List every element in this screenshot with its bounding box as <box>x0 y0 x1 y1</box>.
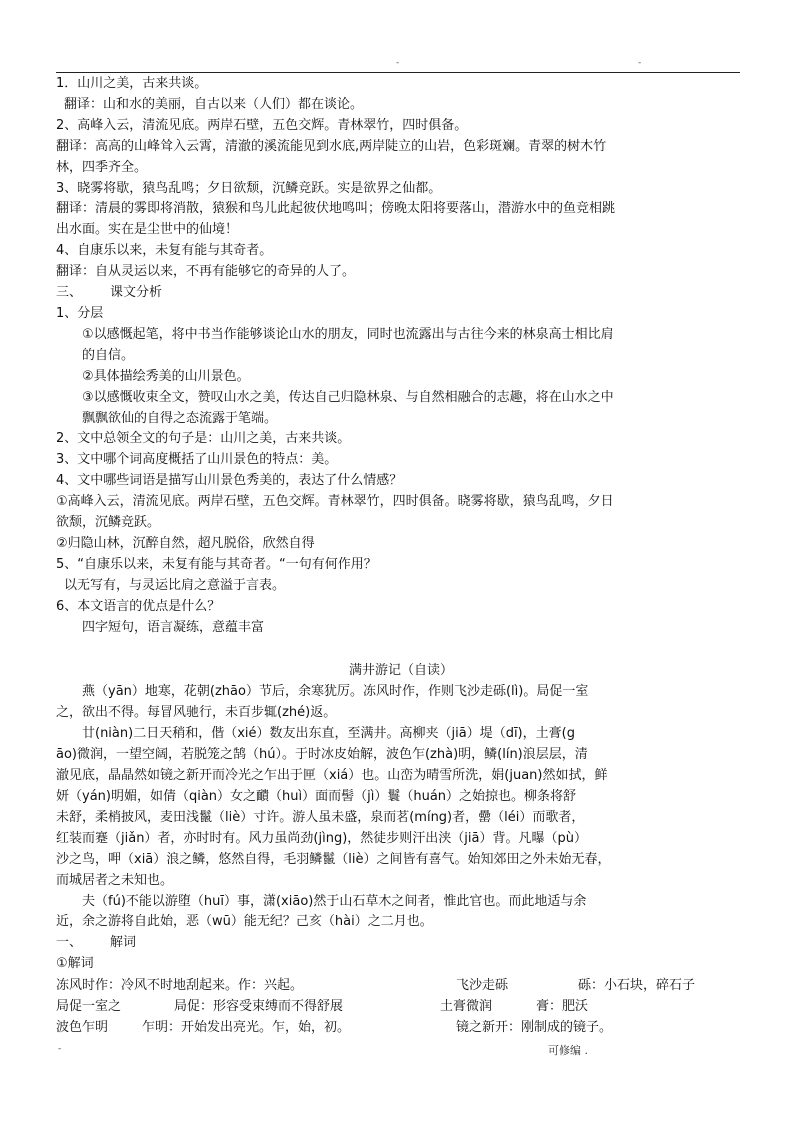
text-line: ①以感慨起笔，将中书当作能够谈论山水的朋友，同时也流露出与古往今来的林泉高士相比肩 <box>82 326 614 342</box>
article-line: 妍（yán)明媚，如倩（qiàn）女之靧（huì）面而髻（jì）鬟（huán）之始掠也。柳条将舒 <box>56 789 577 804</box>
article-line: 夫（fú)不能以游堕（huī）事，潇(xiāo)然于山石草木之间者，惟此官也。而此地适与余 <box>82 893 587 909</box>
text-line: 5、“自康乐以来，未复有能与其奇者。“一句有何作用？ <box>56 556 377 572</box>
text-line: 1、分层 <box>56 305 104 321</box>
text-line: 翻译：自从灵运以来，不再有能够它的奇异的人了。 <box>56 264 356 280</box>
text-line: 出水面。实在是尘世中的仙境！ <box>56 222 239 238</box>
vocab-definition: 乍明：开始发出亮光。乍，始，初。 <box>142 1020 351 1036</box>
vocab-term: 土膏微润 <box>440 999 493 1015</box>
vocab-definition: 膏：肥沃 <box>536 999 589 1015</box>
section-heading-vocab <box>56 933 746 954</box>
article-line: 廿(niàn)二日天稍和，偕（xié）数友出东直，至满井。高柳夹（jiā）堤（dī)，土膏(g <box>82 726 575 742</box>
text-line: 1．山川之美，古来共谈。 <box>56 76 208 91</box>
text-line: 翻译：高高的山峰耸入云霄，清澈的溪流能见到水底,两岸陡立的山岩，色彩斑斓。青翠的树木竹 <box>56 138 607 154</box>
text-line: 6、本文语言的优点是什么？ <box>56 598 221 614</box>
document-page <box>56 74 746 1038</box>
text-line: 以无写有，与灵运比肩之意溢于言表。 <box>64 577 286 593</box>
text-line: ③以感慨收束全文，赞叹山水之美，传达自己归隐林泉、与自然相融合的志趣，将在山水之中 <box>82 389 614 405</box>
footer-note: 可修编 . <box>548 1044 588 1057</box>
vocab-term: 飞沙走砾 <box>456 978 509 994</box>
article-line: 沙之鸟，呷（xiā）浪之鳞，悠然自得，毛羽鳞鬣（liè）之间皆有喜气。始知郊田之外未始无春， <box>56 851 611 867</box>
article-line: 未舒，柔梢披风，麦田浅鬣（liè）寸许。游人虽未盛，泉而茗(míng)者，罍（léi）而歌者， <box>56 809 585 825</box>
vocab-row <box>56 975 746 996</box>
header-rule <box>56 72 740 73</box>
text-line: 4、文中哪些词语是描写山川景色秀美的，表达了什么情感？ <box>56 473 403 489</box>
text-line: 林，四季齐全。 <box>56 159 148 175</box>
article-line: 之，欲出不得。每冒风驰行，未百步辄(zhé)返。 <box>56 705 337 721</box>
article-line: 红装而蹇（jiǎn）者，亦时时有。风力虽尚劲(jìng)，然徒步则汗出浃（jiā）背。凡曝（pù） <box>56 830 587 846</box>
text-line: 翻译：山和水的美丽，自古以来（人们）都在谈论。 <box>64 96 364 112</box>
vocab-term: 局促一室之 <box>56 999 122 1015</box>
text-line: 2、高峰入云，清流见底。两岸石壁，五色交辉。青林翠竹，四时俱备。 <box>56 117 468 133</box>
vocab-row <box>56 996 746 1017</box>
text-line: 翻译：清晨的雾即将消散，猿猴和鸟儿此起彼伏地鸣叫；傍晚太阳将要落山，潜游水中的鱼竞相跳 <box>56 201 616 217</box>
section-title: 解词 <box>110 935 137 951</box>
vocab-definition: 砾：小石块，碎石子 <box>578 978 696 994</box>
vocab-row <box>56 1017 746 1038</box>
article-line: 燕（yān）地寒，花朝(zhāo）节后，余寒犹厉。冻风时作，作则飞沙走砾(lì)。局促一室 <box>82 684 589 700</box>
article-line: 澈见底，晶晶然如镜之新开而冷光之乍出于匣（xiá）也。山峦为晴雪所洗，娟(juan)然如拭，鲜 <box>56 768 608 784</box>
section-number: 三、 <box>56 285 83 301</box>
section-heading-analysis <box>56 283 746 304</box>
text-line: 欲颓，沉鳞竞跃。 <box>56 515 161 531</box>
header-mark-left: - <box>396 58 400 68</box>
text-line: 3、文中哪个词高度概括了山川景色的特点：美。 <box>56 452 338 468</box>
article-line: āo)微润，一望空阔，若脱笼之鹄（hú）。于时冰皮始解，波色乍(zhà)明，鳞(lín)浪层层，清 <box>56 747 588 763</box>
vocab-entry: 冻风时作：冷风不时地刮起来。作：兴起。 <box>56 978 304 994</box>
header-mark-right: - <box>638 58 642 68</box>
text-line: 2、文中总领全文的句子是：山川之美，古来共谈。 <box>56 431 351 447</box>
text-line: ②具体描绘秀美的山川景色。 <box>82 368 250 384</box>
section-number: 一、 <box>56 935 83 951</box>
section-title: 课文分析 <box>110 285 163 301</box>
vocab-entry: 镜之新开：刚制成的镜子。 <box>456 1020 613 1036</box>
vocab-definition: 局促：形容受束缚而不得舒展 <box>174 999 344 1015</box>
text-line: ②归隐山林，沉醉自然，超凡脱俗，欣然自得 <box>56 535 315 551</box>
footer-mark: - <box>58 1044 62 1054</box>
vocab-intro: ①解词 <box>56 956 94 972</box>
text-line: 四字短句，语言凝练，意蕴丰富 <box>82 619 265 635</box>
article-title: 满井游记（自读） <box>348 663 453 679</box>
text-line: 飘飘欲仙的自得之态流露于笔端。 <box>82 410 278 426</box>
text-line: 的自信。 <box>82 347 135 363</box>
vocab-term: 波色乍明 <box>56 1020 109 1036</box>
article-line: 近，余之游将自此始，恶（wū）能无纪？己亥（hài）之二月也。 <box>56 914 433 930</box>
text-line: 3、晓雾将歇，猿鸟乱鸣；夕日欲颓，沉鳞竞跃。实是欲界之仙都。 <box>56 180 442 196</box>
article-line: 而城居者之未知也。 <box>56 872 174 888</box>
text-line: 4、自康乐以来，未复有能与其奇者。 <box>56 243 273 259</box>
text-line: ①高峰入云，清流见底。两岸石壁，五色交辉。青林翠竹，四时俱备。晓雾将歇，猿鸟乱鸣，夕日 <box>56 494 614 510</box>
